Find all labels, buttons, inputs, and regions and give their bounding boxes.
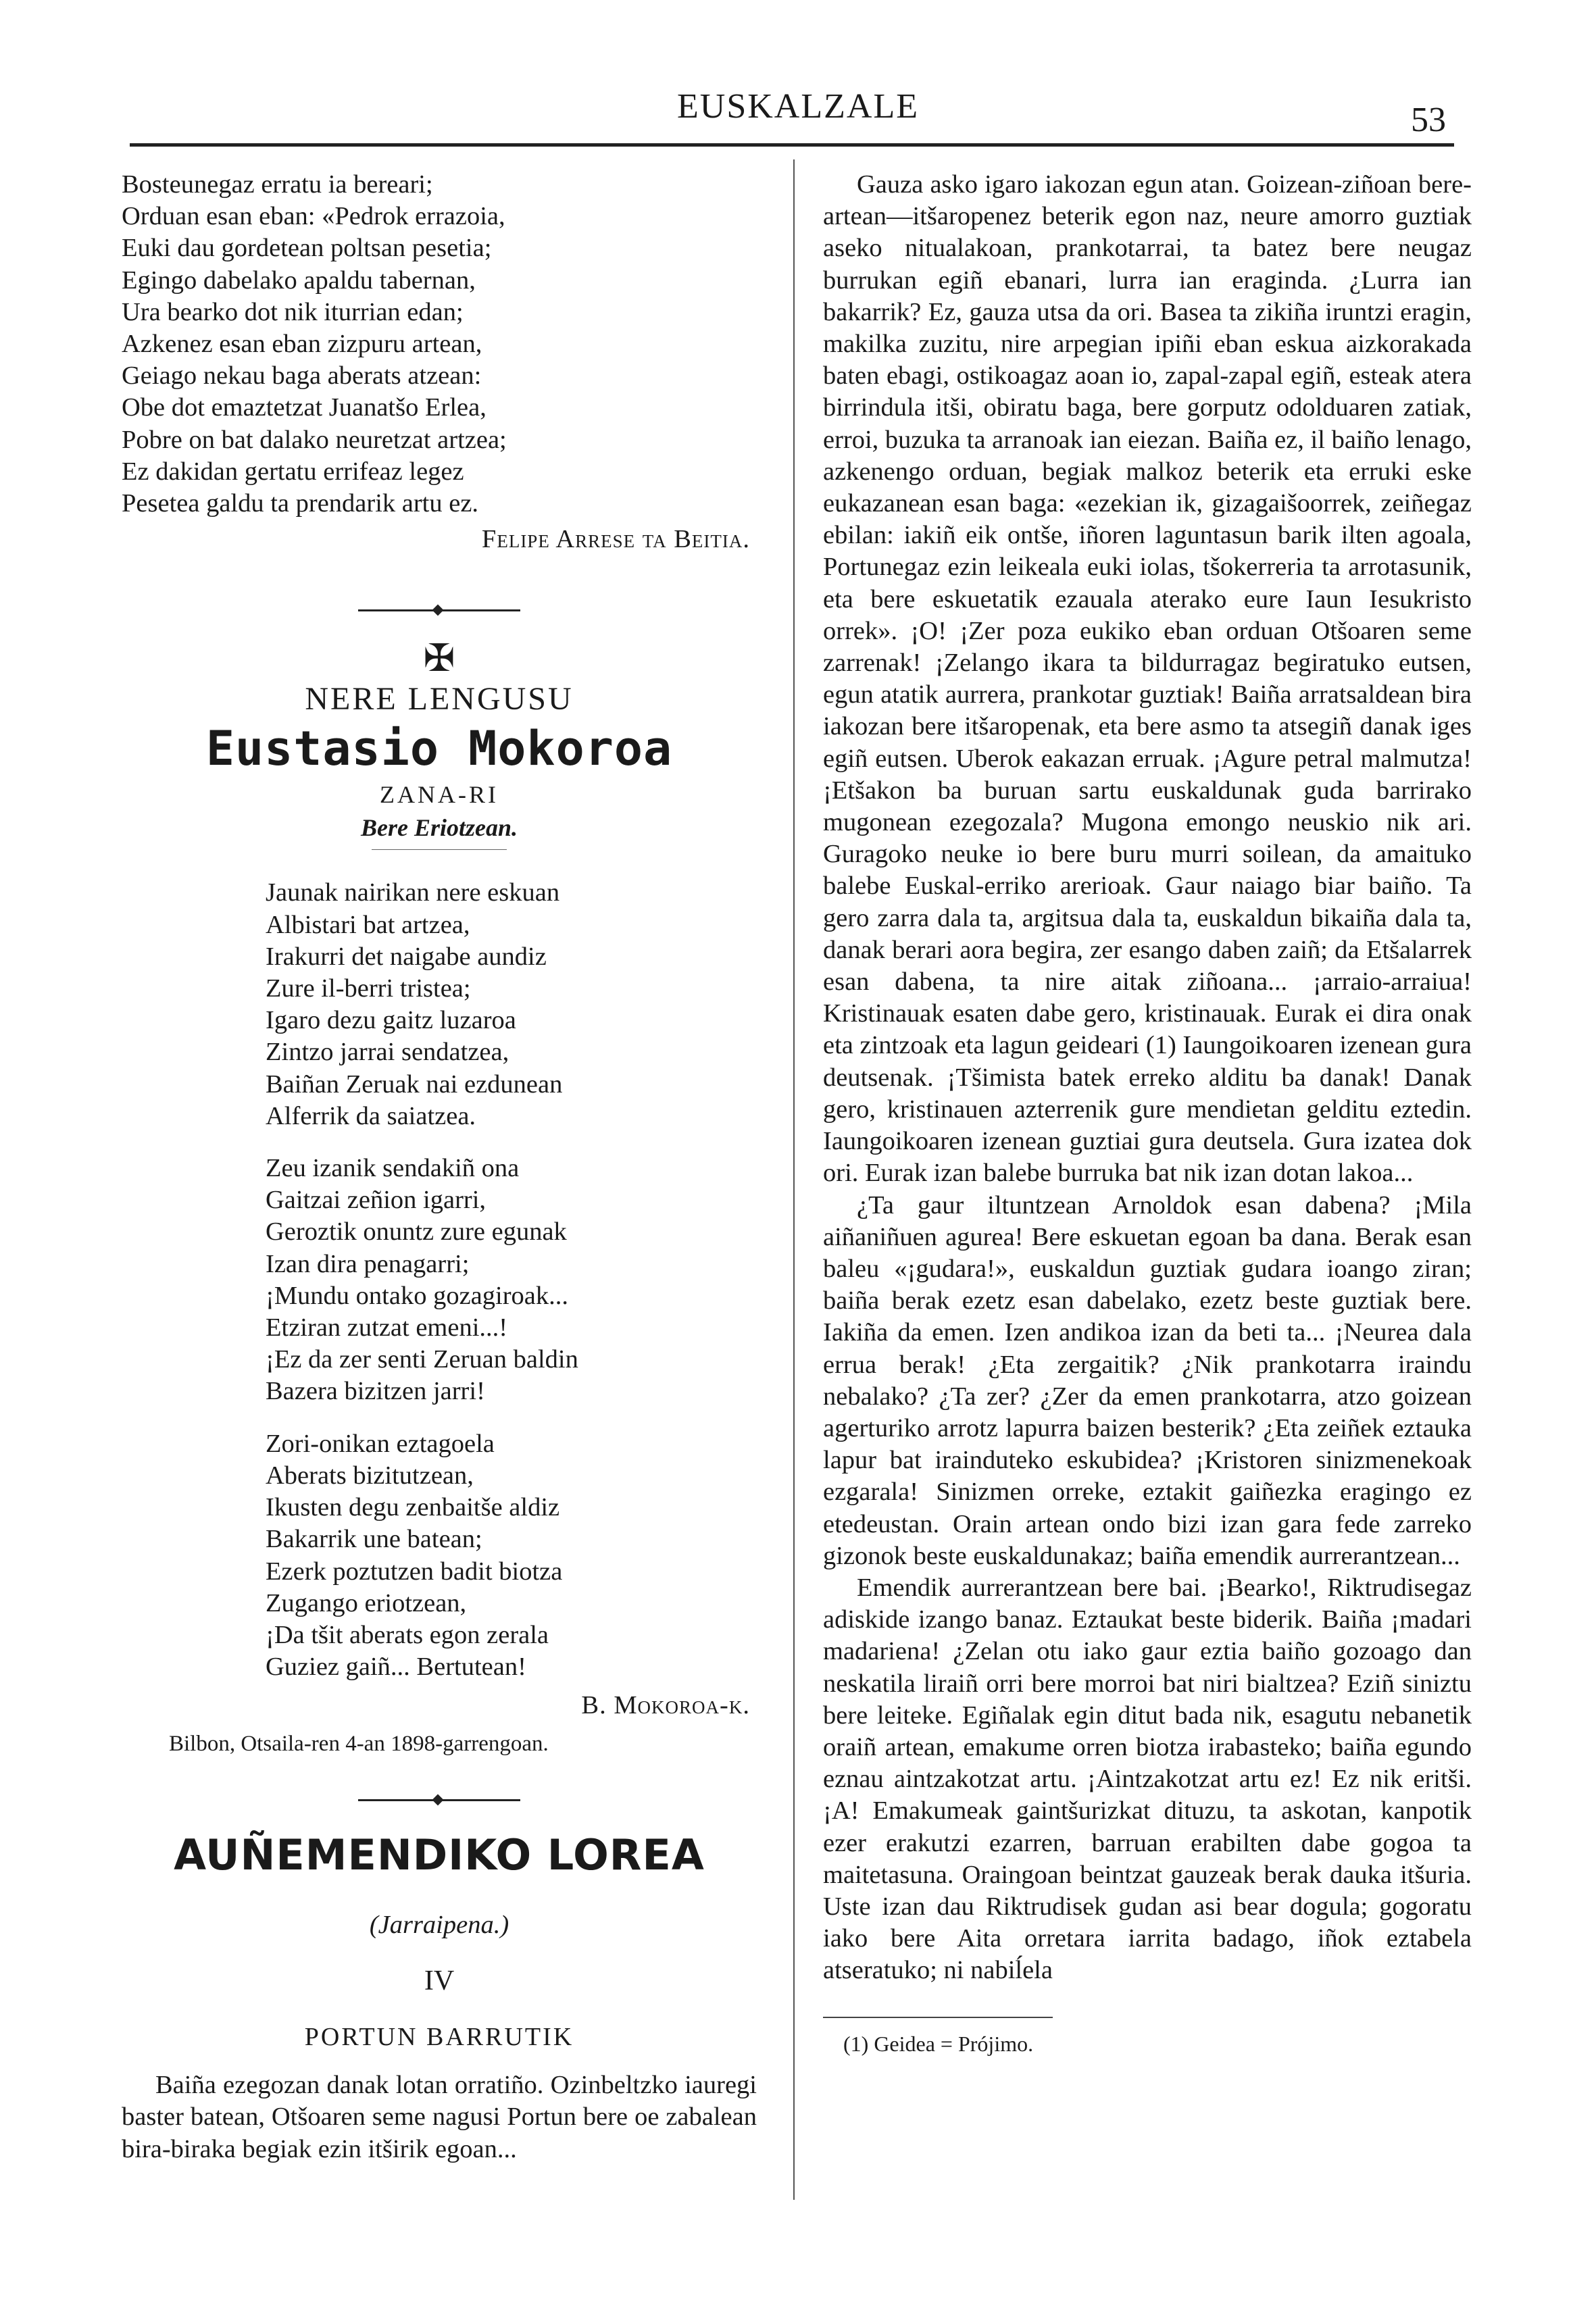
memorial-line: ZANA-RI xyxy=(380,781,499,809)
poem-line: Geiago nekau baga aberats atzean: xyxy=(122,361,482,391)
footnote: (1) Geidea = Prójimo. xyxy=(843,2031,1034,2056)
poem-signature: Felipe Arrese ta Beitia. xyxy=(481,525,750,554)
stanza-line: ¡Mundu ontako gozagiroak... xyxy=(266,1281,568,1310)
paragraph: Gauza asko igaro iakozan egun atan. Goizean-ziñoan bere-artean—itšaropenez beterik egon naz, neure amorro guztiak aseko nitualakoan, prankotarrai, ta batez bere neugaz burrukan egiñ ebanari, lurra ian eragindа. ¿Lurra ian bakarrik? Ez, gauza utsa da ori. Basea ta zikiña iruntzi eragin, makilka zuzitu, nire arpegian ipiñi eban eskua aizkorakada baten ebagi, ostikoagaz aoan io, zapal-zapal egiñ, esteak atera birrindula itši, obiratu baga, bere gorputz odolduaren zatiak, erroi, buzuka ta arranoak ian eiezan. Baiña ez, il baiño lenago, azkenengo orduan, begiak malkoz beterik eta erruki eske eukazanean esan baga: «ezekian ik, gizagaišoorrek, zeiñegaz ebilan: iakiñ eik ontše, iñoren laguntasun barik ilten agoala, Portunegaz ezin leikeala euki iolas, tšokerreria ta arrotasunik, eta bere eskuetatik ezauala aterako eure Iaun Iesukristo orrek». ¡O! ¡Zer poza eukiko eban orduan Otšoaren seme zarrenak! ¡Zelango ikara ta bildurragaz begiratuko eutsen, egun atatik aurrera, prankotar guztiak! Baiña arratsaldean bira iakozan bere itšaropenak, eta bere asmo ta atsegiñ danak iges egiñ eutsen. Uberok eakazan erruak. ¡Agure petral malmutza! ¡Etšakon ba buruan sartu euskaldunak guda barrirako mugonean ezegozala? Mugona emongo neuskio nik ari. Guragoko neuke io bere buru murri soilean, da amaituko balebe Euskal-erriko arerioak. Gaur naiago biar baiño. Ta gero zarra dala ta, argitsua dala ta, euskaldun bikaiña dala ta, danak berari aora begira, zer esango daben zaiñ; da Etšalarrek esan dabena, ta nire aitak ziñoana... ¡arraio-arraiua! Kristinauak esaten dabe gero, kristinauak. Eurak ei dira onak eta zintzoak eta lagun geideari (1) Iaungoikoaren izenean gura deutsenak. ¡Tšimista batek erreko alditu ba danak! Danak gero, kristinauen azterrenik gure mendietan gelditu eztedin. Iaungoikoaren izenean guztiai gura deutsela. Gura izatea dok ori. Eurak izan balebe burruka bat nik izan dotan lakoa... xyxy=(823,170,1472,1188)
left-column xyxy=(122,169,757,2165)
stanza-line: ¡Da tšit aberats egon zerala xyxy=(266,1620,549,1649)
short-rule xyxy=(372,849,507,850)
column-divider xyxy=(793,159,795,2200)
continuation-note: (Jarraipena.) xyxy=(369,1910,509,1939)
stanza-line: Gaitzai zeñion igarri, xyxy=(266,1186,487,1215)
stanza-line: Aberats bizitutzean, xyxy=(266,1461,474,1490)
right-column xyxy=(823,169,1472,2057)
poem-line: Pesetea galdu ta prendarik artu ez. xyxy=(122,489,479,518)
cross-icon: ✠ xyxy=(423,638,455,680)
place-date: Bilbon, Otsaila-ren 4-an 1898-garrengoan. xyxy=(169,1731,549,1756)
stanza-line: Ikusten degu zenbaitše aldiz xyxy=(266,1493,560,1522)
header-rule xyxy=(130,143,1454,147)
stanza-line: Etziran zutzat emeni...! xyxy=(266,1313,508,1342)
running-header: EUSKALZALE xyxy=(677,87,919,126)
paragraph: Emendik aurrerantzean bere bai. ¡Bearko!, Riktrudisegaz adiskide izango banaz. Eztaukat beste biderik. Baiña ¡madari madariena! ¿Zelan otu iako gaur eztia baiño gozoago dan neskatila liraiñ orri bere morroi bat niri bialtzea? Eziñ siniztu bere leiteke. Egiñalak egin ditut bada nik, esagutu nebanetik oraiñ artean, emakume orren biotza irabasteko; baiña egundo eznau aintzakotzat artu. ¡Aintzakotzat artu ez! Ez nik eritši. ¡A! Emakumeak gaintšurizkat dituzu, ta askotan, kanpotik ezer erakutzi ezarren, barruan erabilten dabe gogoa ta maitetasuna. Oraingoan beintzat gauzeak berak dauka itšuria. Uste izan dau Riktrudisek gudan asi bear dogula; gogoratu iako bere Aita orretara iarrita badago, iñok eztabela atseratuko; ni nabiĺela xyxy=(823,1573,1472,1985)
chapter-opening xyxy=(122,2069,757,2165)
stanza xyxy=(122,1153,757,1408)
footnote-rule xyxy=(823,2017,1053,2018)
memorial-subtitle: Bere Eriotzean. xyxy=(360,814,518,842)
stanza-line: Bazera bizitzen jarri! xyxy=(266,1377,485,1406)
poem-line: Ez dakidan gertatu errifeaz legez xyxy=(122,457,464,486)
poem-line: Euki dau gordetean poltsan pesetia; xyxy=(122,234,492,263)
stanza-line: Geroztik onuntz zure egunak xyxy=(266,1217,567,1247)
ornament-separator xyxy=(358,609,520,611)
poem-line: Egingo dabelako apaldu tabernan, xyxy=(122,266,476,295)
stanza-line: Jaunak nairikan nere eskuan xyxy=(266,878,560,907)
stanza-line: Zure il-berri tristea; xyxy=(266,974,471,1003)
stanza-line: Alferrik da saiatzea. xyxy=(266,1101,476,1130)
stanza-line: Zeu izanik sendakiñ ona xyxy=(266,1154,520,1183)
stanza-line: Izan dira penagarri; xyxy=(266,1249,470,1278)
poem-ending xyxy=(122,169,757,555)
poem-line: Ura bearko dot nik iturrian edan; xyxy=(122,297,464,326)
memorial-line: NERE LENGUSU xyxy=(305,681,574,718)
paragraph: Baiña ezegozan danak lotan orratiño. Ozinbeltzko iauregi baster batean, Otšoaren seme nagusi Portun bere oe zabalean bira-biraka begiak ezin itširik egoan... xyxy=(122,2071,757,2163)
poem-line: Orduan esan eban: «Pedrok errazoia, xyxy=(122,202,505,231)
page-number: 53 xyxy=(1411,101,1446,139)
poem-line: Azkenez esan eban zizpuru artean, xyxy=(122,330,482,359)
poem-line: Obe dot emaztetzat Juanatšo Erlea, xyxy=(122,393,487,422)
elegy-poem xyxy=(122,877,757,1683)
stanza-line: Bakarrik une batean; xyxy=(266,1525,482,1554)
stanza-line: Ezerk poztutzen badit biotza xyxy=(266,1557,563,1586)
poem-line: Pobre on bat dalako neuretzat artzea; xyxy=(122,425,507,454)
stanza-line: Zori-onikan eztagoela xyxy=(266,1429,495,1458)
memorial-name: Eustasio Mokoroa xyxy=(205,721,673,777)
stanza xyxy=(122,877,757,1132)
stanza-line: Zintzo jarrai sendatzea, xyxy=(266,1038,509,1067)
ornament-separator xyxy=(358,1799,520,1801)
section-title: AUÑEMENDIKO LOREA xyxy=(174,1830,705,1880)
stanza-line: Zugango eriotzean, xyxy=(266,1588,467,1617)
stanza-line: Albistari bat artzea, xyxy=(266,910,470,939)
chapter-number: IV xyxy=(424,1965,455,1996)
stanza-line: Guziez gaiñ... Bertutean! xyxy=(266,1653,526,1682)
story-text xyxy=(823,169,1472,1987)
poem-line: Bosteunegaz erratu ia bereari; xyxy=(122,170,433,199)
stanza-line: Igaro dezu gaitz luzaroa xyxy=(266,1006,516,1035)
stanza-line: ¡Ez da zer senti Zeruan baldin xyxy=(266,1345,578,1374)
stanza-signature: B. Mokoroa-k. xyxy=(581,1691,750,1720)
stanza-line: Irakurri det naigabe aundiz xyxy=(266,942,547,971)
stanza-line: Baiñan Zeruak nai ezdunean xyxy=(266,1070,563,1099)
stanza xyxy=(122,1428,757,1684)
chapter-title: PORTUN BARRUTIK xyxy=(304,2022,574,2051)
paragraph: ¿Ta gaur iltuntzean Arnoldok esan dabena? ¡Mila aiñaniñuen agurea! Bere eskuetan egoan ba dana. Berak esan baleu «¡gudara!», euskaldun guztiak gudara ioango ziran; baiña berak ezetz esan dabelako, ezetz beste guztiak bere. Iakiña da emen. Izen andikoa izan da beti ta... ¡Neurea dala errua berak! ¿Eta zergaitik? ¿Nik prankotarra iraindu nebalako? ¿Ta zer? ¿Zer da emen prankotarra, atzo goizean agerturiko arrotz lapurra baizen besterik? ¿Eta zeiñek eztauka lapur bat iraindutеko eskubidea? ¡Kristoren sinizmenekoak ezgarala! Sinizmen orreke, eztakit gaiñezka eragingo ez etedeustan. Orain artean ondo bizi izan gara fede zarreko gizonok beste euskaldunakaz; baiña emendik aurrerantzean... xyxy=(823,1190,1472,1570)
